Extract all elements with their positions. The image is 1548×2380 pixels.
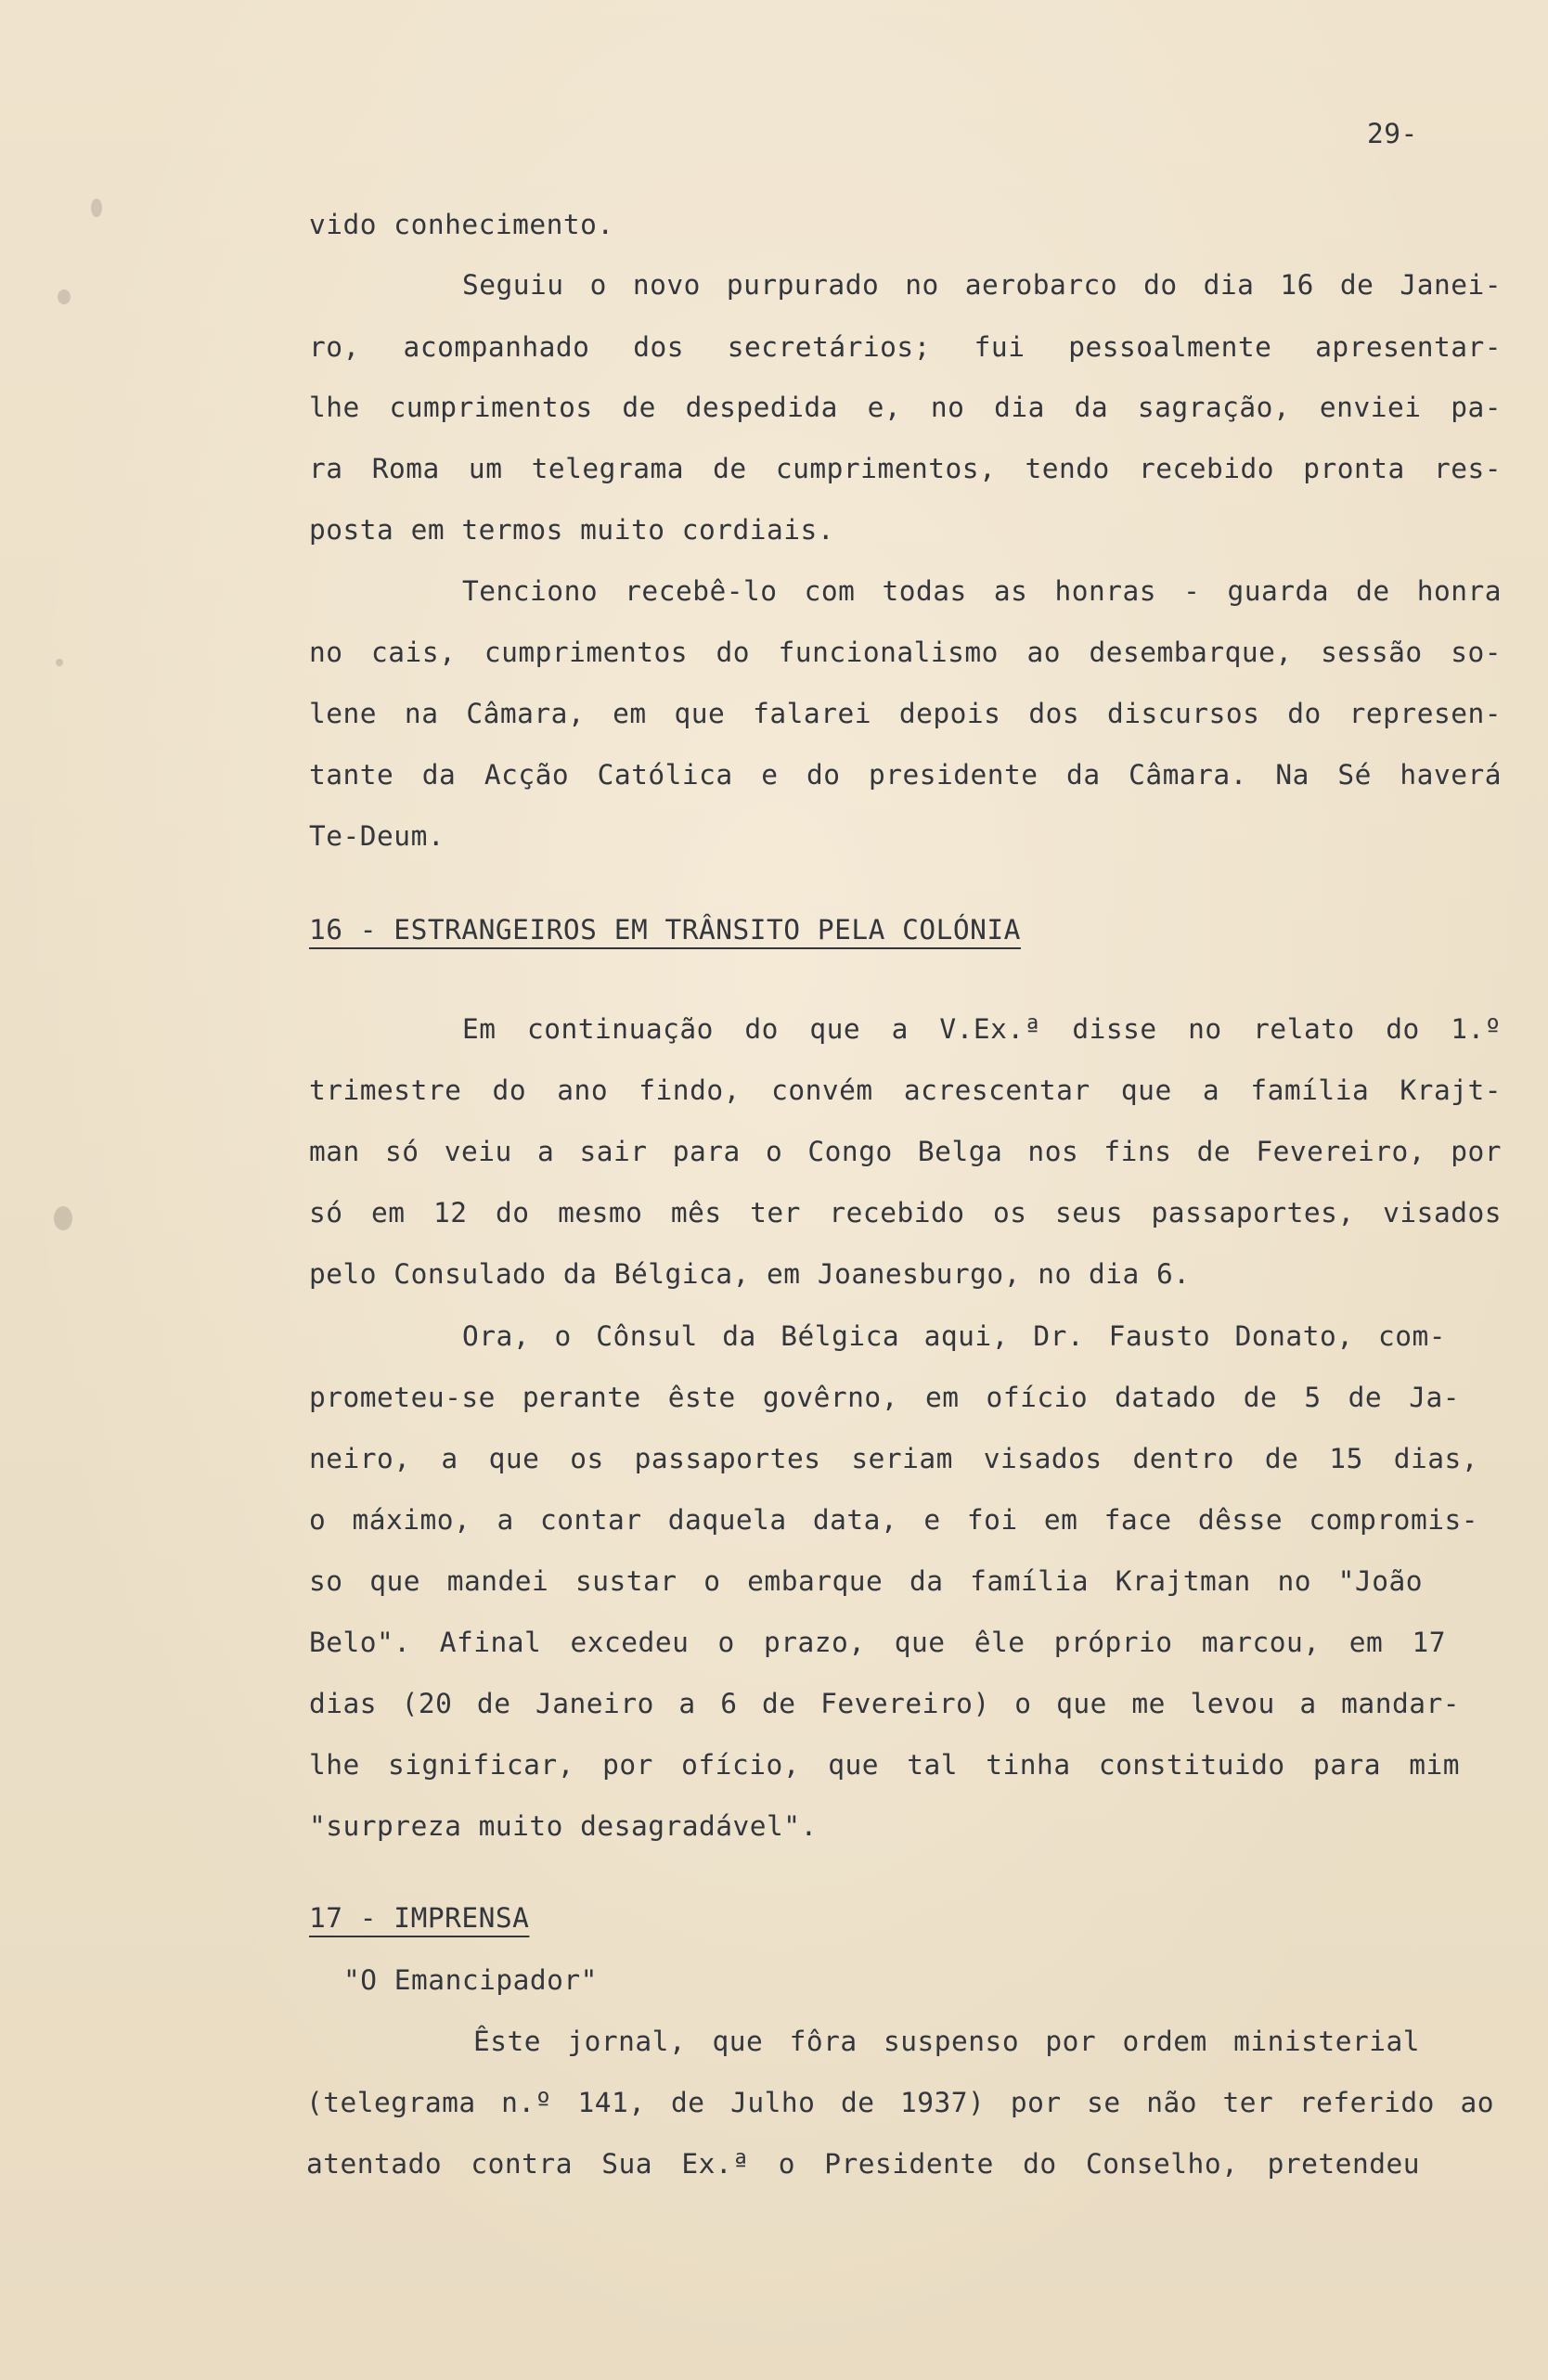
text-line: prometeu-se perante êste govêrno, em ofício datado de 5 de Ja-	[309, 1382, 1460, 1413]
section-heading-16: 16 - ESTRANGEIROS EM TRÂNSITO PELA COLÓNIA	[309, 914, 1021, 946]
text-line: dias (20 de Janeiro a 6 de Fevereiro) o que me levou a mandar-	[309, 1688, 1460, 1719]
text-line: vido conhecimento.	[309, 209, 614, 240]
text-line: so que mandei sustar o embarque da família Krajtman no "João	[309, 1565, 1423, 1597]
text-line: lhe cumprimentos de despedida e, no dia da sagração, enviei pa-	[309, 392, 1502, 423]
text-line: posta em termos muito cordiais.	[309, 514, 835, 546]
page-number: 29-	[1367, 118, 1418, 149]
text-line: lene na Câmara, em que falarei depois dos discursos do represen-	[309, 698, 1502, 729]
text-line: "surpreza muito desagradável".	[309, 1810, 818, 1842]
subheading: "O Emancipador"	[343, 1964, 598, 1996]
text-line: lhe significar, por ofício, que tal tinha constituido para mim	[309, 1749, 1460, 1781]
text-line: ro, acompanhado dos secretários; fui pessoalmente apresentar-	[309, 331, 1502, 363]
text-line: Belo". Afinal excedeu o prazo, que êle próprio marcou, em 17	[309, 1627, 1446, 1658]
text-line: Ora, o Cônsul da Bélgica aqui, Dr. Fausto Donato, com-	[462, 1320, 1446, 1352]
text-line: atentado contra Sua Ex.ª o Presidente do Conselho, pretendeu	[306, 2148, 1420, 2180]
text-line: Em continuação do que a V.Ex.ª disse no relato do 1.º	[462, 1013, 1502, 1045]
section-heading-17: 17 - IMPRENSA	[309, 1902, 530, 1934]
text-line: tante da Acção Católica e do presidente da Câmara. Na Sé haverá	[309, 759, 1502, 791]
text-line: Te-Deum.	[309, 820, 445, 852]
text-line: neiro, a que os passaportes seriam visados dentro de 15 dias,	[309, 1443, 1478, 1474]
text-line: (telegrama n.º 141, de Julho de 1937) por se não ter referido ao	[306, 2087, 1494, 2118]
text-line: no cais, cumprimentos do funcionalismo ao desembarque, sessão so-	[309, 637, 1502, 668]
text-line: trimestre do ano findo, convém acrescentar que a família Krajt-	[309, 1074, 1502, 1106]
text-line: Seguiu o novo purpurado no aerobarco do dia 16 de Janei-	[462, 269, 1502, 301]
text-line: man só veiu a sair para o Congo Belga nos fins de Fevereiro, por	[309, 1136, 1502, 1167]
text-line: só em 12 do mesmo mês ter recebido os seus passaportes, visados	[309, 1197, 1502, 1229]
text-line: Tenciono recebê-lo com todas as honras - guarda de honra	[462, 575, 1502, 607]
text-line: o máximo, a contar daquela data, e foi em face dêsse compromis-	[309, 1504, 1478, 1536]
text-line: pelo Consulado da Bélgica, em Joanesburgo, no dia 6.	[309, 1258, 1191, 1290]
text-line: Êste jornal, que fôra suspenso por ordem ministerial	[473, 2026, 1420, 2057]
text-line: ra Roma um telegrama de cumprimentos, tendo recebido pronta res-	[309, 453, 1502, 484]
